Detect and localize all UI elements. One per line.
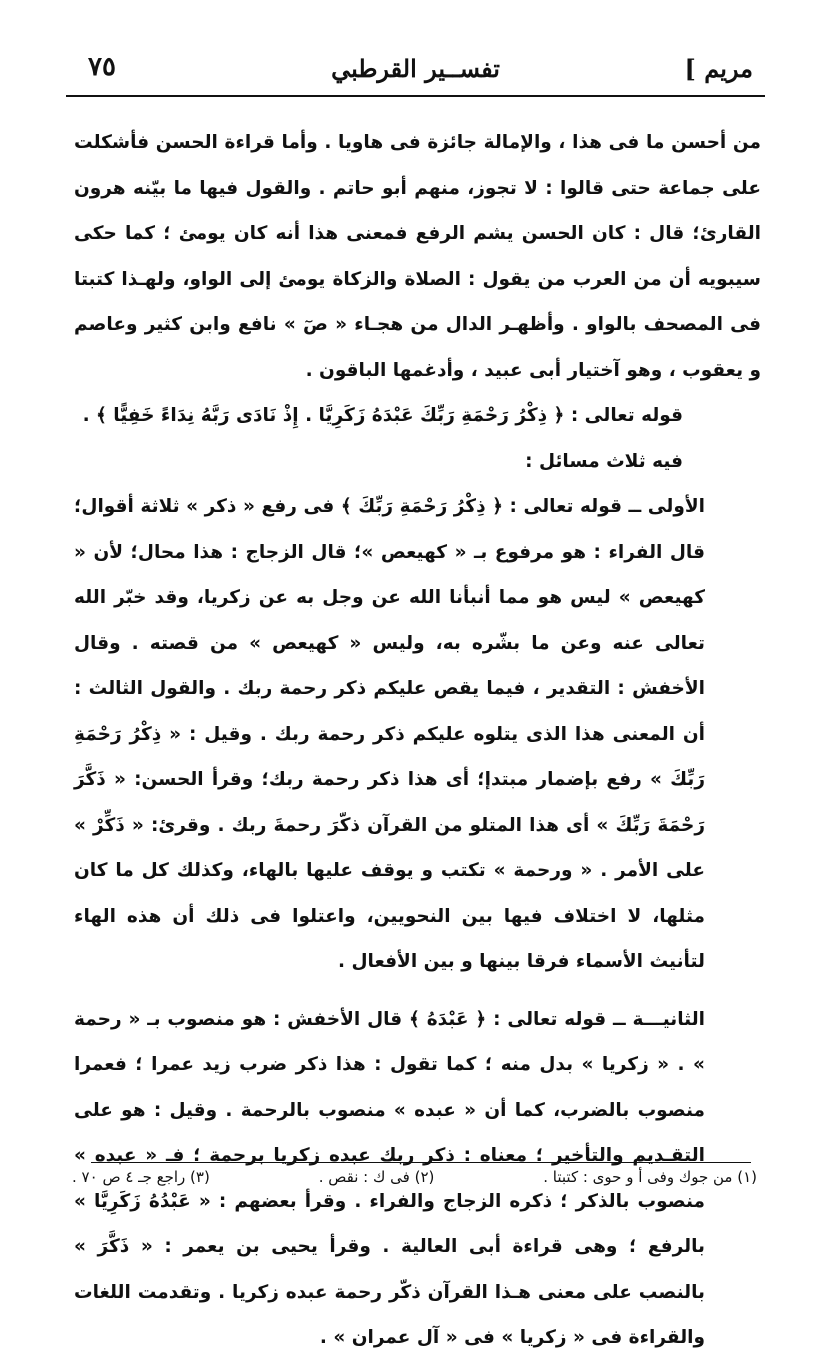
verse-quote: قوله تعالى : ﴿ ذِكْرُ رَحْمَةِ رَبِّكَ عَبْدَهُ زَكَرِيَّا . إِذْ نَادَى رَبَّهُ نِدَاءً خَفِيًّا ﴾ . xyxy=(82,405,683,426)
surah-name: مريم ] xyxy=(684,54,753,83)
paragraph-intro: من أحسن ما فى هذا ، والإمالة جائزة فى هاويا . وأما قراءة الحسن فأشكلت على جماعة حتى قالوا : لا تجوز، منهم أبو حاتم . والقول فيها ما بيّنه هرون القارئ؛ قال : كان الحسن يشم الرفع فمعنى هذا أنه كان يومئ ؛ كما حكى سيبويه أن من العرب من يقول : الصلاة والزكاة يومئ إلى الواو، ولهـذا كتبتا فى المصحف بالواو . وأظهـر الدال من هجـاء « صٓ » نافع وابن كثير وعاصم و يعقوب ، وهو آختيار أبى عبيد ، وأدغمها الباقون . xyxy=(74,132,761,381)
footnote-rule xyxy=(91,1162,751,1163)
footnote-3: (٣) راجع جـ ٤ ص ٧٠ . xyxy=(72,1168,210,1186)
header-rule xyxy=(66,95,765,97)
page-header xyxy=(68,48,763,92)
page-number: ٧٥ xyxy=(88,52,116,82)
issues-heading: فيه ثلاث مسائل : xyxy=(525,450,683,472)
running-title: تفســير القرطبي xyxy=(331,54,500,83)
paragraph-first-issue: الأولى ــ قوله تعالى : ﴿ ذِكْرُ رَحْمَةِ رَبِّكَ ﴾ فى رفع « ذكر » ثلاثة أقوال؛ قال الفراء : هو مرفوع بـ « كهيعص »؛ قال الزجاج : هذا محال؛ لأن « كهيعص » ليس هو مما أنبأنا الله عن وجل به عن زكريا، وقد خبّر الله تعالى عنه وعن ما بشّره به، وليس « كهيعص » من قصته . وقال الأخفش : التقدير ، فيما يقص عليكم ذكر رحمة ربك . والقول الثالث : أن المعنى هذا الذى يتلوه عليكم ذكر رحمة ربك . وقيل : « ذِكْرُ رَحْمَةِ رَبِّكَ » رفع بإضمار مبتدإ؛ أى هذا ذكر رحمة ربك؛ وقرأ الحسن: « ذَكَّرَ رَحْمَةَ رَبِّكَ » أى هذا المتلو من القرآن ذكّرَ رحمةَ ربك . وقرئ: « ذَكِّرْ » على الأمر . « ورحمة » تكتب و يوقف عليها بالهاء، وكذلك كل ما كان مثلها، لا اختلاف فيها بين النحويين، واعتلوا فى ذلك أن هذه الهاء لتأنيث الأسماء فرقا بينها و بين الأفعال . xyxy=(74,496,705,972)
paragraph-second-issue: الثانيـــة ــ قوله تعالى : ﴿ عَبْدَهُ ﴾ قال الأخفش : هو منصوب بـ « رحمة » . « زكريا » بدل منه ؛ كما تقول : هذا ذكر ضرب زيد عمرا ؛ فعمرا منصوب بالضرب، كما أن « عبده » منصوب بالرحمة . وقيل : هو على التقـديم والتأخير ؛ معناه : ذكر ربك عبده زكريا برحمة ؛ فـ « عبده » منصوب بالذكر ؛ ذكره الزجاج والفراء . وقرأ بعضهم : « عَبْدُهُ زَكَرِيَّا » بالرفع ؛ وهى قراءة أبى العالية . وقرأ يحيى بن يعمر : « ذَكَّرَ » بالنصب على معنى هـذا القرآن ذكّر رحمة عبده زكريا . وتقدمت اللغات والقراءة فى « زكريا » فى « آل عمران » . xyxy=(74,1008,705,1348)
footnote-1: (١) من جوك وفى أ و حوى : كتبتا . xyxy=(543,1168,757,1186)
footnotes xyxy=(72,1168,757,1198)
footnote-2: (٢) فى ك : نقص . xyxy=(318,1168,435,1186)
